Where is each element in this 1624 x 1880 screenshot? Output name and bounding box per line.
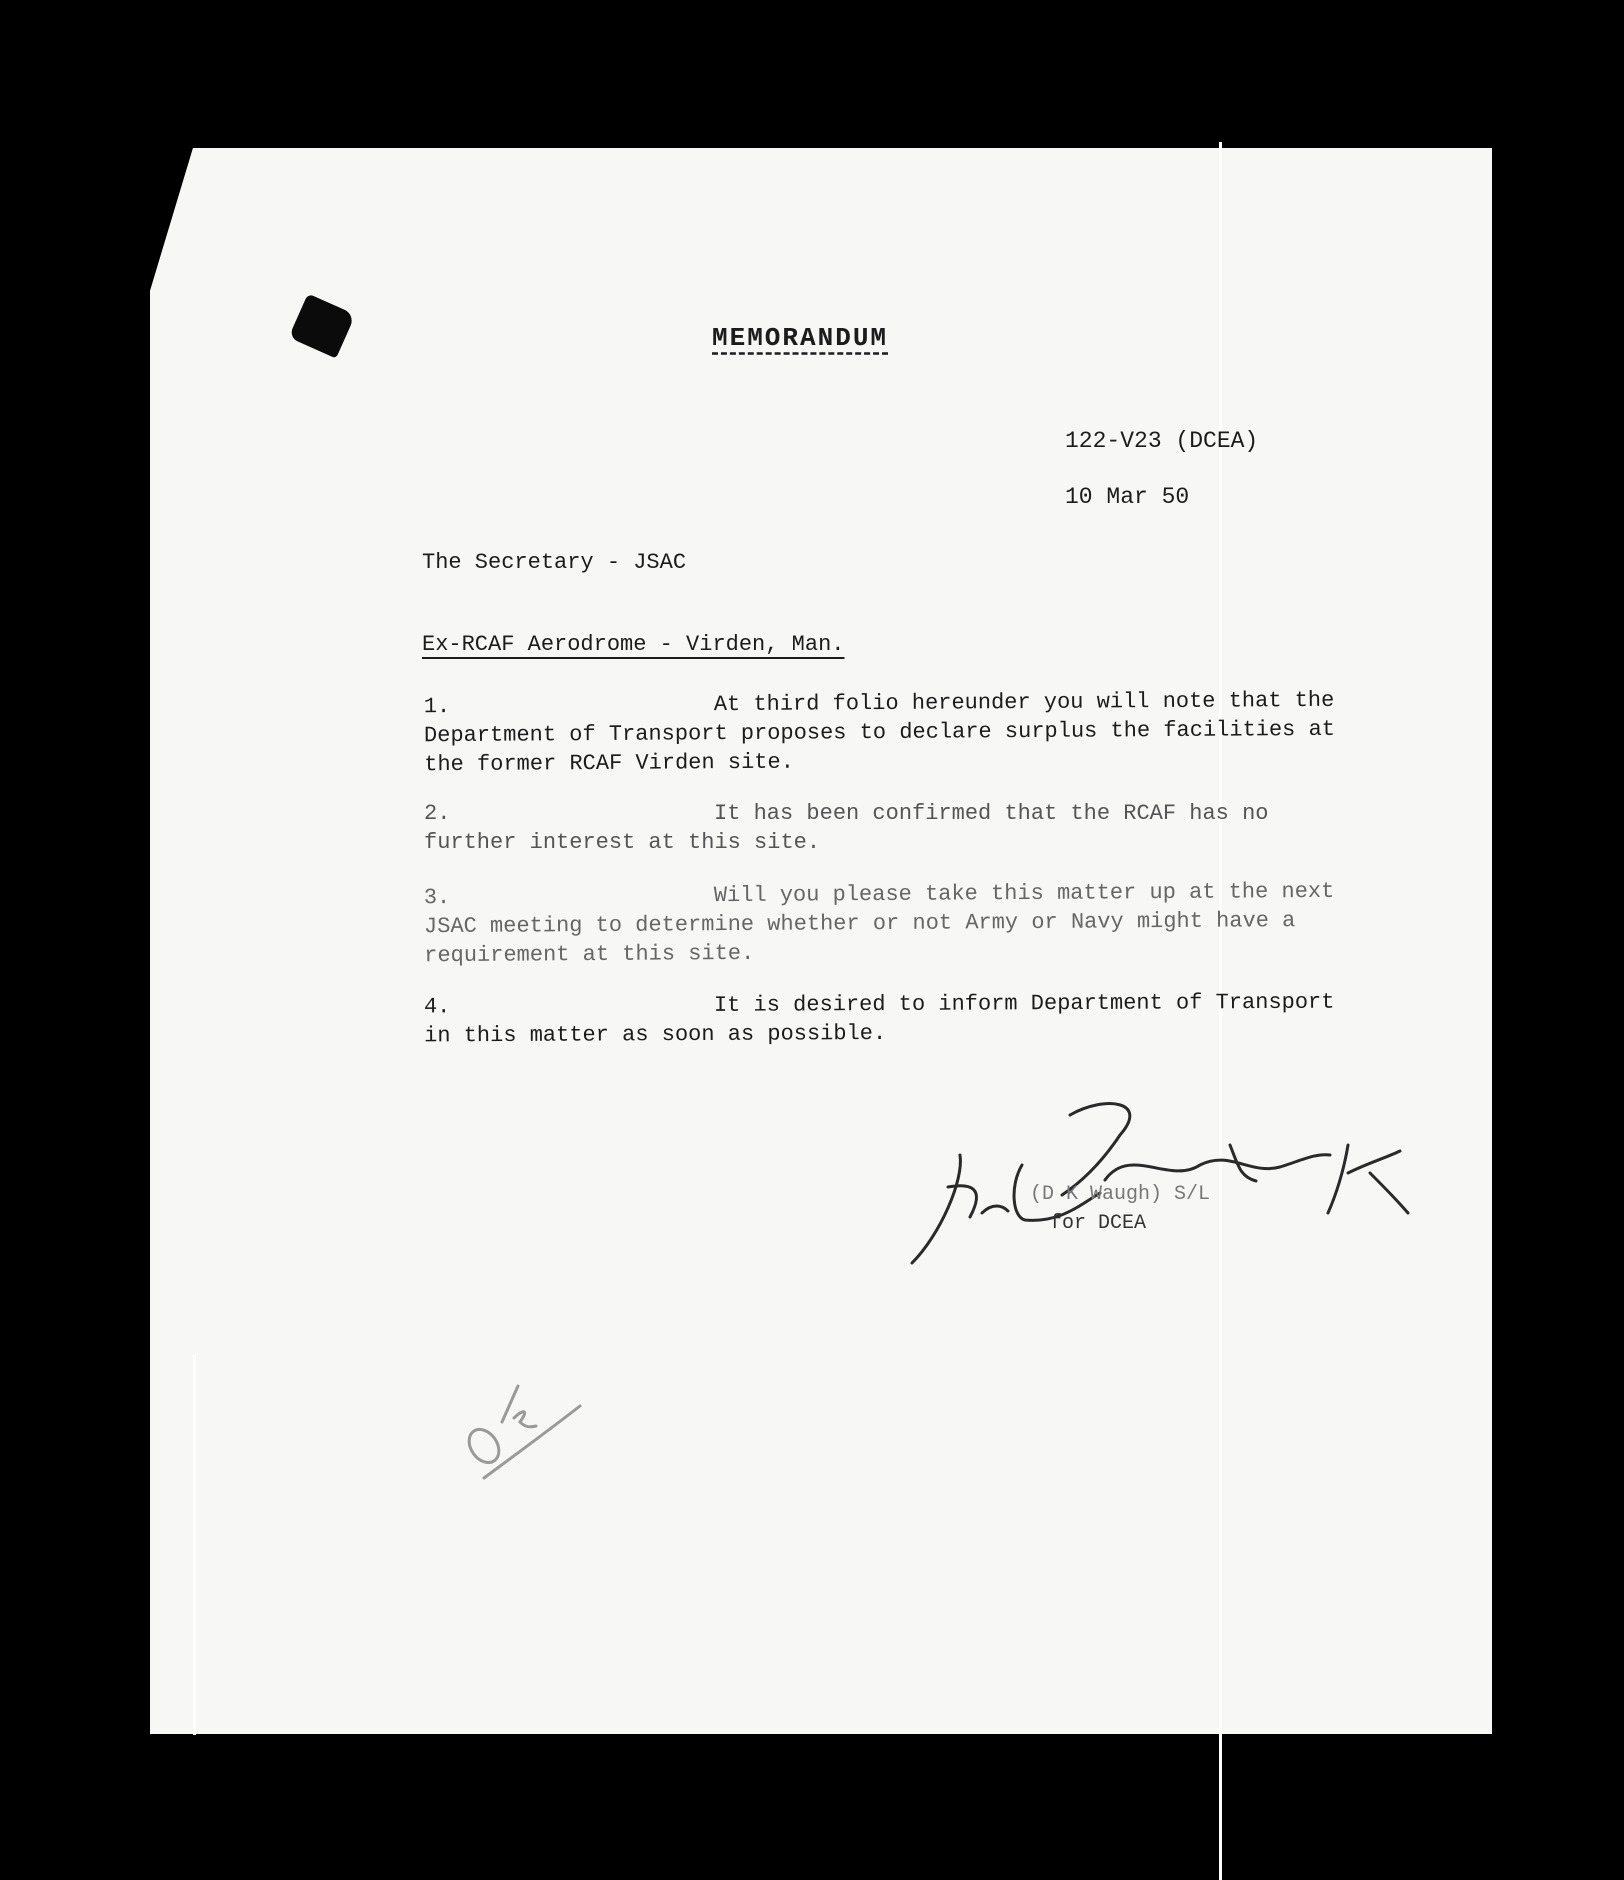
paragraph-number: 3. <box>423 885 451 911</box>
addressee: The Secretary - JSAC <box>422 550 687 575</box>
paragraph-text: It has been confirmed that the RCAF has no further interest at this site. <box>424 801 1269 855</box>
memo-title: MEMORANDUM <box>712 323 889 353</box>
file-reference: 122-V23 (DCEA) <box>1065 428 1259 454</box>
ok-annotation <box>462 1370 602 1480</box>
signatory-name: (D K Waugh) S/L <box>1030 1183 1211 1206</box>
paragraph-text: Will you please take this matter up at the next JSAC meeting to determine whether or not Army or Navy might have a requirement at this site. <box>423 878 1335 969</box>
paragraph-4 <box>424 988 1344 1051</box>
paragraph-text: At third folio hereunder you will note that the Department of Transport proposes to declare surplus the facilities at the former RCAF Virden site. <box>423 687 1336 778</box>
paragraph-2 <box>424 799 1344 857</box>
paragraph-number: 4. <box>423 994 451 1020</box>
paragraph-number: 1. <box>423 694 451 720</box>
signatory-role: for DCEA <box>1050 1212 1147 1235</box>
paragraph-text: It is desired to inform Department of Transport in this matter as soon as possible. <box>424 989 1335 1049</box>
paragraph-1 <box>424 686 1345 779</box>
scan-artifact-line-left <box>193 1355 196 1735</box>
subject-line: Ex-RCAF Aerodrome - Virden, Man. <box>422 632 845 657</box>
paragraph-number: 2. <box>424 801 451 826</box>
paragraph-3 <box>424 877 1345 970</box>
memo-date: 10 Mar 50 <box>1065 484 1190 510</box>
